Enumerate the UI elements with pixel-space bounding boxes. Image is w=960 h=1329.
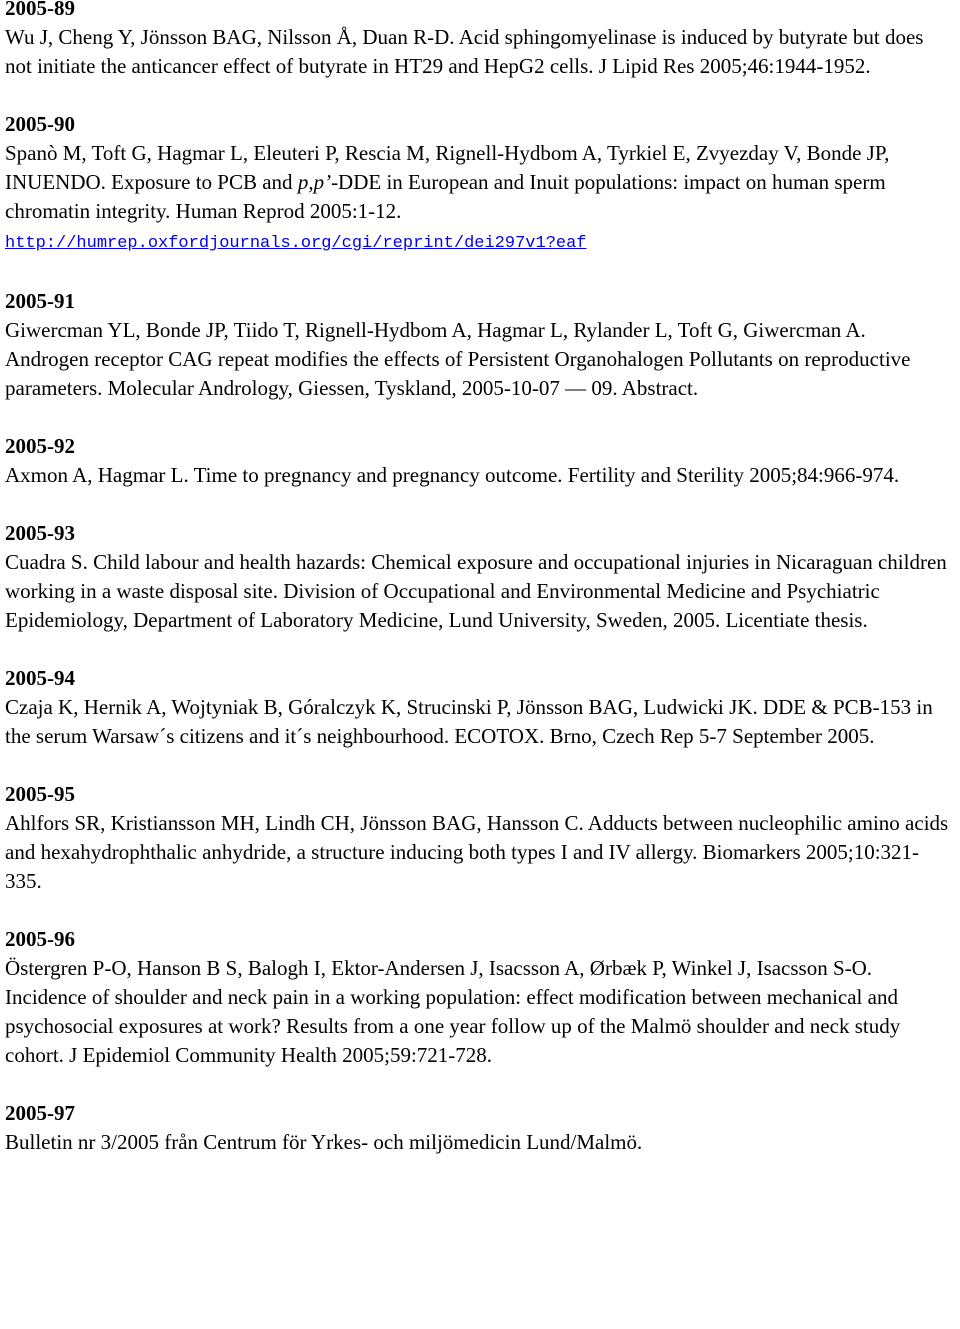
- reference-text-part: -DDE in European and Inuit populations: impact on human sperm chromatin integrity. Human Reprod 2005:1-12.: [5, 170, 886, 223]
- reference-id: 2005-93: [5, 521, 75, 545]
- reference-text: Czaja K, Hernik A, Wojtyniak B, Góralczyk K, Strucinski P, Jönsson BAG, Ludwicki JK. DDE & PCB-153 in the serum Warsaw´s citizens and it´s neighbourhood. ECOTOX. Brno, Czech Rep 5-7 September 2005.: [5, 695, 933, 748]
- reference-text-italic: p,p’: [297, 170, 332, 194]
- reference-entry: [5, 925, 960, 1070]
- reference-text: [5, 139, 950, 258]
- reference-entry: [5, 432, 960, 490]
- reference-text-part: Spanò M, Toft G, Hagmar L, Eleuteri P, Rescia M, Rignell-Hydbom A, Tyrkiel E, Zvyezday V, Bonde JP, INUENDO. Exposure to PCB and: [5, 141, 890, 194]
- reference-text: Östergren P-O, Hanson B S, Balogh I, Ektor-Andersen J, Isacsson A, Ørbæk P, Winkel J, Isacsson S-O. Incidence of shoulder and neck pain in a working population: effect modification between mechanical and psychosocial exposures at work? Results from a one year follow up of the Malmö shoulder and neck study cohort. J Epidemiol Community Health 2005;59:721-728.: [5, 956, 901, 1067]
- reference-entry: [5, 664, 960, 751]
- reference-text: Wu J, Cheng Y, Jönsson BAG, Nilsson Å, Duan R-D. Acid sphingomyelinase is induced by butyrate but does not initiate the anticancer effect of butyrate in HT29 and HepG2 cells. J Lipid Res 2005;46:1944-1952.: [5, 25, 924, 78]
- reference-entry: [5, 0, 960, 81]
- reference-id: 2005-97: [5, 1101, 75, 1125]
- reference-text: Cuadra S. Child labour and health hazards: Chemical exposure and occupational injuries in Nicaraguan children working in a waste disposal site. Division of Occupational and Environmental Medicine and Psychiatric Epidemiology, Department of Laboratory Medicine, Lund University, Sweden, 2005. Licentiate thesis.: [5, 550, 947, 632]
- reference-id: 2005-91: [5, 289, 75, 313]
- reference-id: 2005-94: [5, 666, 75, 690]
- reference-id: 2005-90: [5, 112, 75, 136]
- reference-id: 2005-89: [5, 0, 75, 20]
- reference-text: Ahlfors SR, Kristiansson MH, Lindh CH, Jönsson BAG, Hansson C. Adducts between nucleophilic amino acids and hexahydrophthalic anhydride, a structure inducing both types I and IV allergy. Biomarkers 2005;10:321-335.: [5, 811, 949, 893]
- reference-id: 2005-92: [5, 434, 75, 458]
- reference-entry: [5, 110, 960, 258]
- reference-id: 2005-96: [5, 927, 75, 951]
- reference-entry: [5, 519, 960, 635]
- reference-text: Axmon A, Hagmar L. Time to pregnancy and pregnancy outcome. Fertility and Sterility 2005;84:966-974.: [5, 463, 900, 487]
- reference-text: Giwercman YL, Bonde JP, Tiido T, Rignell-Hydbom A, Hagmar L, Rylander L, Toft G, Giwercman A. Androgen receptor CAG repeat modifies the effects of Persistent Organohalogen Pollutants on reproductive parameters. Molecular Andrology, Giessen, Tyskland, 2005-10-07 — 09. Abstract.: [5, 318, 911, 400]
- reference-entry: [5, 287, 960, 403]
- reference-entry: [5, 780, 960, 896]
- reference-id: 2005-95: [5, 782, 75, 806]
- reference-link[interactable]: http://humrep.oxfordjournals.org/cgi/reprint/dei297v1?eaf: [5, 234, 587, 253]
- reference-text: Bulletin nr 3/2005 från Centrum för Yrkes- och miljömedicin Lund/Malmö.: [5, 1130, 643, 1154]
- reference-entry: [5, 1099, 960, 1157]
